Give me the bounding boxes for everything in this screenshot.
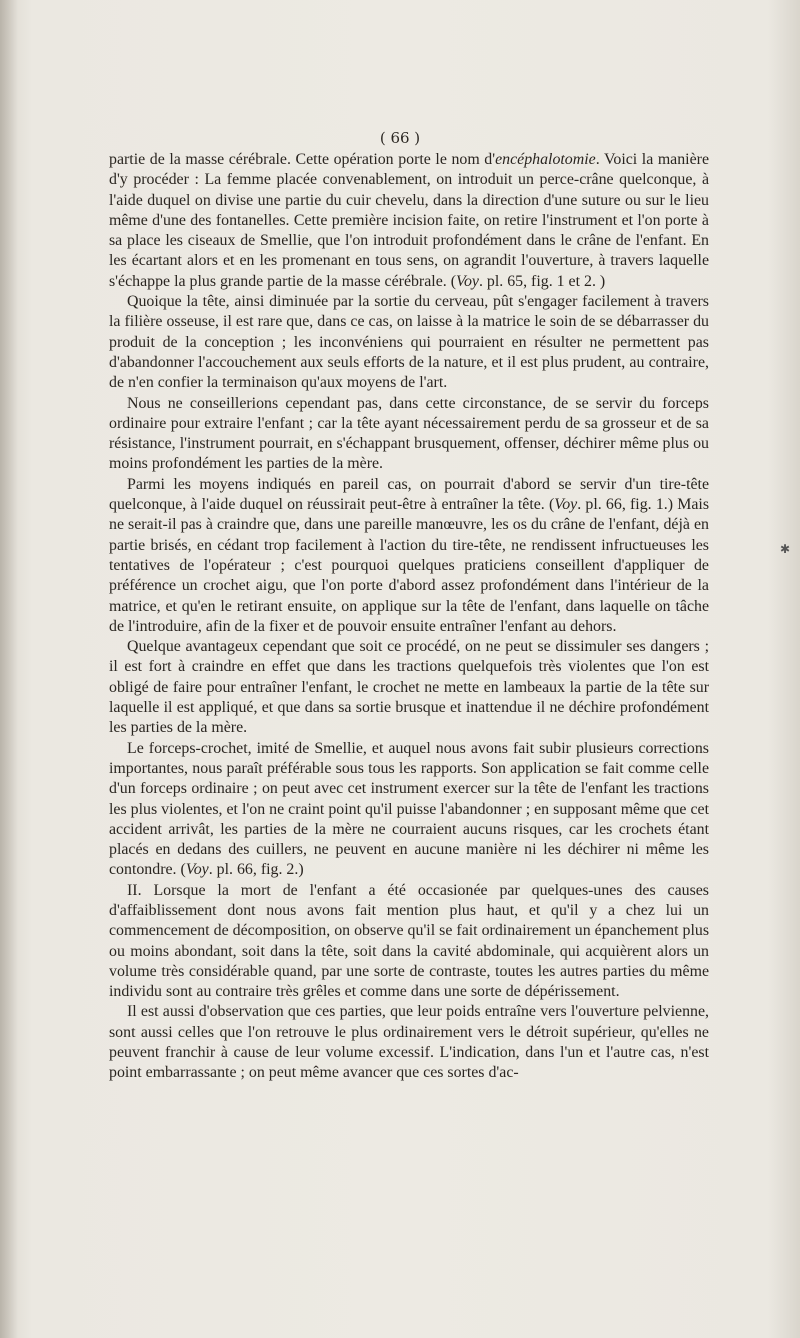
paragraph: partie de la masse cérébrale. Cette opération porte le nom d'encéphalotomie. Voici la manière d'y procéder : La femme placée convenablement, on introduit un perce-crâne quelconque, à l'aide duquel on divise une partie du cuir chevelu, dans la direction d'une suture ou sur le lieu même d'une des fontanelles. Cette première incision faite, on retire l'instrument et l'on porte à sa place les ciseaux de Smellie, que l'on introduit profondément dans le crâne de l'enfant. En les écartant alors et en les promenant en tous sens, on agrandit l'ouverture, à travers laquelle s'échappe la plus grande partie de la masse cérébrale. (Voy. pl. 65, fig. 1 et 2. ) (109, 151, 709, 290)
gutter-shadow (0, 0, 18, 1338)
paragraph: Quelque avantageux cependant que soit ce procédé, on ne peut se dissimuler ses dangers ; il est fort à craindre en effet que dans les tractions quelquefois très violentes que l'on est obligé de faire pour entraîner l'enfant, le crochet ne mette en lambeaux la partie de la tête sur laquelle il est appliqué, et que dans sa sortie brusque et inattendue il ne déchire profondément les parties de la mère. (109, 638, 709, 737)
margin-mark: ✱ (780, 542, 791, 556)
page-number: ( 66 ) (379, 129, 421, 147)
paragraph: Nous ne conseillerions cependant pas, dans cette circonstance, de se servir du forceps ordinaire pour extraire l'enfant ; car la tête ayant nécessairement perdu de sa grosseur et de sa résistance, l'instrument pourrait, en s'échappant brusquement, offenser, déchirer même plus ou moins profondément les parties de la mère. (109, 394, 709, 473)
paragraph: Quoique la tête, ainsi diminuée par la sortie du cerveau, pût s'engager facilement à travers la filière osseuse, il est rare que, dans ce cas, on laisse à la matrice le soin de se débarrasser du produit de la conception ; les inconvéniens qui pourraient en résulter ne permettent pas d'abandonner l'accouchement aux seuls efforts de la nature, et il est plus prudent, au contraire, de n'en confier la terminaison qu'aux moyens de l'art. (109, 293, 709, 392)
body-text (109, 150, 709, 1084)
paragraph: Il est aussi d'observation que ces parties, que leur poids entraîne vers l'ouverture pelvienne, sont aussi celles que l'on retrouve le plus ordinairement vers le détroit supérieur, qu'elles ne peuvent franchir à cause de leur volume excessif. L'indication, dans l'un et l'autre cas, n'est point embarrassante ; on peut même avancer que ces sortes d'ac- (109, 1003, 709, 1082)
paragraph: Parmi les moyens indiqués en pareil cas, on pourrait d'abord se servir d'un tire-tête quelconque, à l'aide duquel on réussirait peut-être à entraîner la tête. (Voy. pl. 66, fig. 1.) Mais ne serait-il pas à craindre que, dans une pareille manœuvre, les os du crâne de l'enfant, déjà en partie brisés, en cédant trop facilement à l'action du tire-tête, ne rendissent infructueuses les tentatives de l'opérateur ; c'est pourquoi quelques praticiens conseillent d'appliquer de préférence un crochet aigu, que l'on porte d'abord assez profondément dans l'intérieur de la matrice, et qu'en le retirant ensuite, on applique sur la tête de l'enfant, dans laquelle on tâche de l'introduire, afin de la fixer et de pouvoir ensuite entraîner l'enfant au dehors. (109, 475, 710, 635)
paragraph: II. Lorsque la mort de l'enfant a été occasionée par quelques-unes des causes d'affaiblissement dont nous avons fait mention plus haut, et qu'il y a chez lui un commencement de décomposition, on observe qu'il se fait ordinairement un épanchement plus ou moins abondant, soit dans la tête, soit dans la cavité abdominale, qui acquièrent alors un volume très considérable quand, par une sorte de contraste, toutes les autres parties du même individu sont au contraire très grêles et comme dans une sorte de dépérissement. (109, 881, 709, 1001)
paragraph: Le forceps-crochet, imité de Smellie, et auquel nous avons fait subir plusieurs corrections importantes, nous paraît préférable sous tous les rapports. Son application se fait comme celle d'un forceps ordinaire ; on peut avec cet instrument exercer sur la tête de l'enfant les tractions les plus violentes, et l'on ne craint point qu'il puisse l'abandonner ; en supposant même que cet accident arrivât, les parties de la mère ne courraient aucuns risques, car les crochets étant placés en dedans des cuillers, ne peuvent en aucune manière ni les déchirer ni même les contondre. (Voy. pl. 66, fig. 2.) (109, 739, 709, 879)
